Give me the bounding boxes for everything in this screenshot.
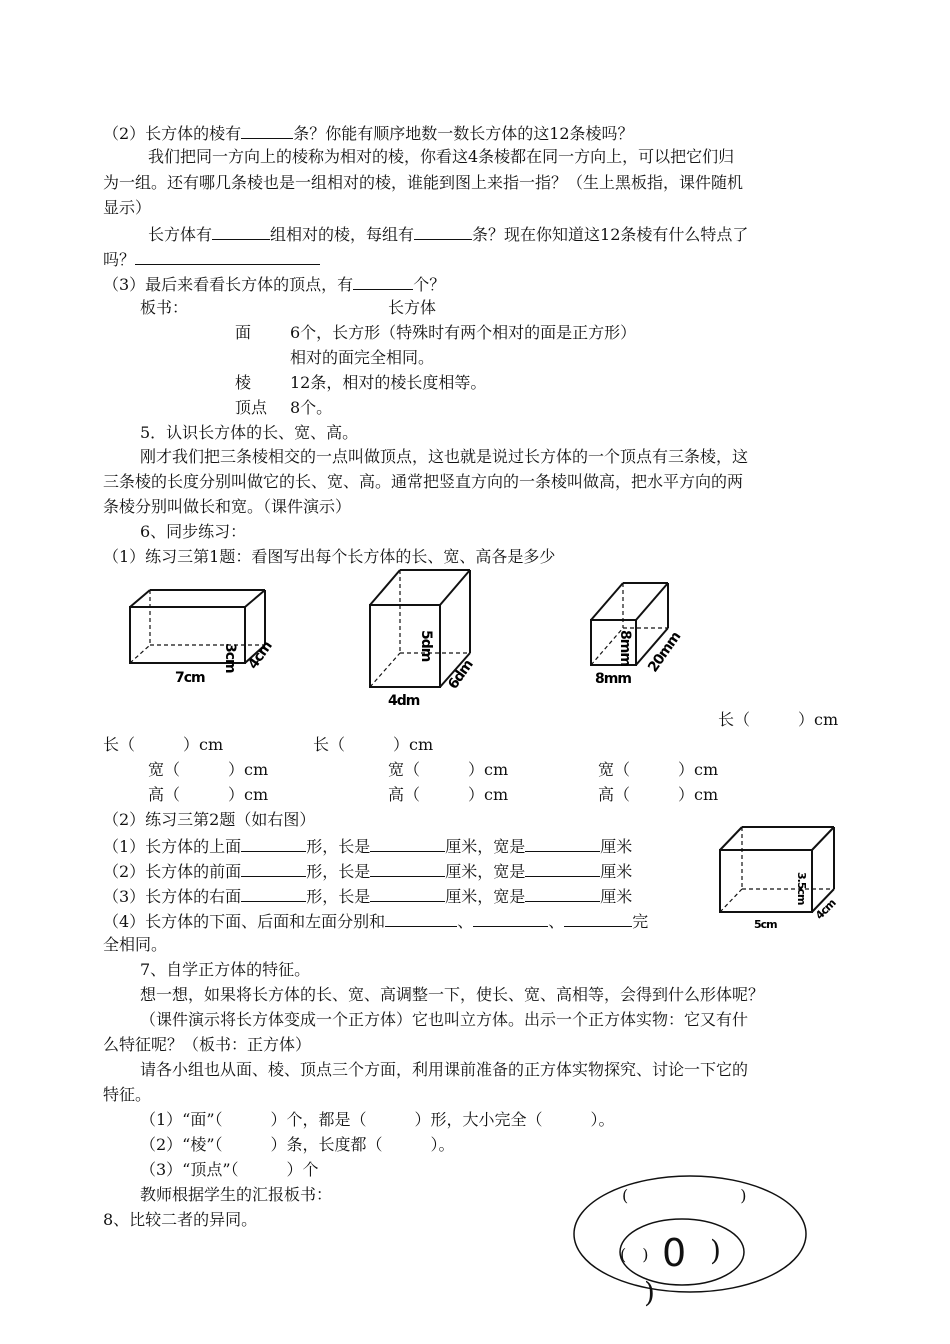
paragraph: 请各小组也从面、棱、顶点三个方面，利用课前准备的正方体实物探究、讨论一下它的 <box>140 1060 749 1079</box>
cuboid-figure-2 <box>360 565 490 719</box>
fig1-width: 4cm <box>245 638 276 673</box>
outer-label: ( ) <box>622 1186 747 1205</box>
fig4-width: 4cm <box>812 896 839 923</box>
zero-label: 0 <box>662 1231 687 1275</box>
cuboid-figure-3 <box>583 578 693 697</box>
fig3-height: 8mm <box>617 630 633 666</box>
q2-fill-line: 长方体有 组相对的棱，每组有 条？现在你知道这12条棱有什么特点了 <box>148 225 749 244</box>
paragraph: 教师根据学生的汇报板书： <box>140 1185 333 1204</box>
answer-height-2[interactable]: 高（ ）cm <box>388 785 509 804</box>
board-label: 板书： <box>140 298 189 317</box>
paragraph: 三条棱的长度分别叫做它的长、宽、高。通常把竖直方向的一条棱叫做高，把水平方向的两 <box>103 472 744 491</box>
blank[interactable] <box>370 885 445 902</box>
board-vertex-val: 8个。 <box>290 398 333 417</box>
board-edge-val: 12条，相对的棱长度相等。 <box>290 373 487 392</box>
exercise-2-row: （3）长方体的右面 形，长是 厘米，宽是 厘米 <box>103 887 633 906</box>
fig4-height: 3.5cm <box>795 872 808 905</box>
exercise-2-row: （2）长方体的前面 形，长是 厘米，宽是 厘米 <box>103 862 633 881</box>
q2-fill-line-2: 吗？ <box>103 248 320 270</box>
fig2-length: 4dm <box>388 693 420 709</box>
answer-width-2[interactable]: 宽（ ）cm <box>388 760 509 779</box>
blank[interactable] <box>564 910 632 927</box>
fig1-height: 3cm <box>222 643 238 673</box>
answer-width-1[interactable]: 宽（ ）cm <box>148 760 269 779</box>
blank[interactable] <box>241 860 306 877</box>
paragraph: 条棱分别叫做长和宽。（课件演示） <box>103 497 352 516</box>
paragraph: 想一想，如果将长方体的长、宽、高调整一下，使长、宽、高相等，会得到什么形体呢？ <box>140 985 765 1004</box>
inner-right-paren: ) <box>710 1234 721 1267</box>
answer-width-3[interactable]: 宽（ ）cm <box>598 760 719 779</box>
blank[interactable] <box>414 223 472 240</box>
fig3-length: 8mm <box>595 671 631 687</box>
blank[interactable] <box>525 835 600 852</box>
blank[interactable] <box>370 835 445 852</box>
venn-diagram <box>570 1172 820 1342</box>
paragraph: 特征。 <box>103 1085 152 1104</box>
board-title: 长方体 <box>388 298 437 317</box>
section-7-title: 7、自学正方体的特征。 <box>140 960 311 979</box>
section-8-title: 8、比较二者的异同。 <box>103 1210 258 1229</box>
paragraph: 么特征呢？（板书：正方体） <box>103 1035 312 1054</box>
exercise-2-row-4: （4）长方体的下面、后面和左面分别和 、 、 完 <box>103 912 649 931</box>
paragraph: 刚才我们把三条棱相交的一点叫做顶点，这也就是说过长方体的一个顶点有三条棱，这 <box>140 447 749 466</box>
cuboid-figure-1 <box>120 585 290 694</box>
board-vertex-key: 顶点 <box>235 398 268 417</box>
blank[interactable] <box>385 910 457 927</box>
paragraph: 显示） <box>103 198 152 217</box>
feature-face[interactable]: （1）“面”（ ）个，都是（ ）形，大小完全（ ）。 <box>140 1110 615 1129</box>
fig2-width: 6dm <box>445 657 477 693</box>
cuboid-figure-4 <box>712 822 852 941</box>
answer-length-2[interactable]: 长（ ）cm <box>313 735 434 754</box>
answer-height-1[interactable]: 高（ ）cm <box>148 785 269 804</box>
answer-length-1[interactable]: 长（ ）cm <box>103 735 224 754</box>
paragraph: 我们把同一方向上的棱称为相对的棱，你看这4条棱都在同一方向上，可以把它们归 <box>148 147 735 166</box>
fig4-length: 5cm <box>754 918 777 931</box>
inner-left-label: ( ) <box>620 1245 649 1264</box>
fig1-length: 7cm <box>175 670 205 686</box>
feature-vertex[interactable]: （3）“顶点”（ ）个 <box>140 1160 319 1179</box>
board-face-key: 面 <box>235 323 252 342</box>
answer-length-3[interactable]: 长（ ）cm <box>718 710 839 729</box>
answer-height-3[interactable]: 高（ ）cm <box>598 785 719 804</box>
paragraph: （课件演示将长方体变成一个正方体）它也叫立方体。出示一个正方体实物：它又有什 <box>140 1010 749 1029</box>
board-face-val2: 相对的面完全相同。 <box>290 348 435 367</box>
fig3-width: 20mm <box>645 629 684 676</box>
q2-line: （2）长方体的棱有 条？你能有顺序地数一数长方体的这12条棱吗？ <box>103 124 634 143</box>
section-5-title: 5．认识长方体的长、宽、高。 <box>140 423 359 442</box>
blank[interactable] <box>525 860 600 877</box>
blank[interactable] <box>525 885 600 902</box>
fig2-height: 5dm <box>418 630 434 662</box>
exercise-1: （1）练习三第1题：看图写出每个长方体的长、宽、高各是多少 <box>103 547 556 566</box>
blank[interactable] <box>212 223 270 240</box>
blank[interactable] <box>241 835 306 852</box>
blank[interactable] <box>370 860 445 877</box>
q3-line: （3）最后来看看长方体的顶点，有 个？ <box>103 275 446 294</box>
paragraph: 为一组。还有哪几条棱也是一组相对的棱，谁能到图上来指一指？（生上黑板指，课件随机 <box>103 173 744 192</box>
blank[interactable] <box>135 248 320 265</box>
blank[interactable] <box>353 273 413 290</box>
board-face-val: 6个，长方形（特殊时有两个相对的面是正方形） <box>290 323 637 342</box>
bottom-paren: ) <box>644 1276 655 1309</box>
board-edge-key: 棱 <box>235 373 252 392</box>
blank[interactable] <box>473 910 548 927</box>
section-6-title: 6、同步练习： <box>140 522 247 541</box>
exercise-2: （2）练习三第2题（如右图） <box>103 810 316 829</box>
blank[interactable] <box>241 885 306 902</box>
exercise-2-row: （1）长方体的上面 形，长是 厘米，宽是 厘米 <box>103 837 633 856</box>
feature-edge[interactable]: （2）“棱”（ ）条，长度都（ ）。 <box>140 1135 455 1154</box>
blank[interactable] <box>241 122 293 139</box>
paragraph: 全相同。 <box>103 935 168 954</box>
